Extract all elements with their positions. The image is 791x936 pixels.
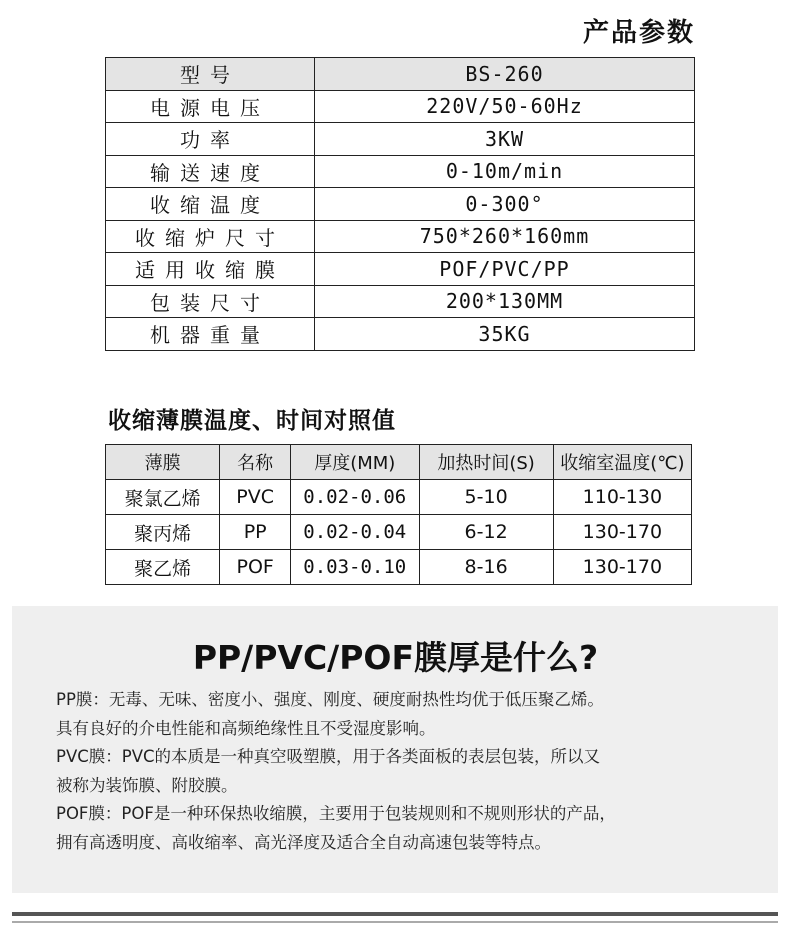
table-row xyxy=(106,58,695,91)
column-header: 加热时间(S) xyxy=(419,445,553,480)
spec-value: 0-300° xyxy=(315,188,695,221)
table-cell: PVC xyxy=(220,480,291,515)
spec-value: 200*130MM xyxy=(315,285,695,318)
table-cell: 聚丙烯 xyxy=(106,515,220,550)
description-line: 被称为装饰膜、附胶膜。 xyxy=(56,775,238,795)
spec-table xyxy=(105,57,695,351)
spec-value: 3KW xyxy=(315,123,695,156)
footer-divider xyxy=(12,912,778,916)
spec-key: 包装尺寸 xyxy=(106,285,315,318)
temp-table-title: 收缩薄膜温度、时间对照值 xyxy=(108,408,396,434)
table-row xyxy=(106,318,695,351)
spec-key: 机器重量 xyxy=(106,318,315,351)
table-cell: 110-130 xyxy=(553,480,691,515)
spec-key: 型号 xyxy=(106,58,315,91)
spec-key: 收缩炉尺寸 xyxy=(106,220,315,253)
table-cell: 130-170 xyxy=(553,515,691,550)
column-header: 收缩室温度(℃) xyxy=(553,445,691,480)
column-header: 薄膜 xyxy=(106,445,220,480)
table-row xyxy=(106,253,695,286)
table-row xyxy=(106,220,695,253)
description-line: PP膜：无毒、无味、密度小、强度、刚度、硬度耐热性均优于低压聚乙烯。 xyxy=(56,690,604,709)
film-info-title: PP/PVC/POF膜厚是什么? xyxy=(192,638,599,677)
footer-divider xyxy=(12,921,778,923)
table-cell: POF xyxy=(220,550,291,585)
table-row xyxy=(106,285,695,318)
table-row xyxy=(106,90,695,123)
table-cell: 0.03-0.10 xyxy=(291,550,419,585)
spec-key: 功率 xyxy=(106,123,315,156)
table-cell: 5-10 xyxy=(419,480,553,515)
table-row xyxy=(106,480,692,515)
column-header: 厚度(MM) xyxy=(291,445,419,480)
spec-value: 35KG xyxy=(315,318,695,351)
description-line: 拥有高透明度、高收缩率、高光泽度及适合全自动高速包装等特点。 xyxy=(56,832,551,852)
table-row xyxy=(106,550,692,585)
spec-value: 0-10m/min xyxy=(315,155,695,188)
table-cell: 130-170 xyxy=(553,550,691,585)
table-cell: 聚乙烯 xyxy=(106,550,220,585)
table-cell: 0.02-0.04 xyxy=(291,515,419,550)
description-line: PVC膜：PVC的本质是一种真空吸塑膜，用于各类面板的表层包装，所以又 xyxy=(56,747,601,766)
film-description xyxy=(56,686,746,857)
table-row xyxy=(106,123,695,156)
spec-value: POF/PVC/PP xyxy=(315,253,695,286)
spec-value: 750*260*160mm xyxy=(315,220,695,253)
column-header: 名称 xyxy=(220,445,291,480)
spec-key: 收缩温度 xyxy=(106,188,315,221)
description-line: POF膜：POF是一种环保热收缩膜，主要用于包装规则和不规则形状的产品， xyxy=(56,804,616,823)
table-row xyxy=(106,515,692,550)
table-cell: 0.02-0.06 xyxy=(291,480,419,515)
table-cell: PP xyxy=(220,515,291,550)
table-header-row xyxy=(106,445,692,480)
spec-key: 电源电压 xyxy=(106,90,315,123)
spec-key: 输送速度 xyxy=(106,155,315,188)
spec-value: BS-260 xyxy=(315,58,695,91)
table-cell: 聚氯乙烯 xyxy=(106,480,220,515)
table-cell: 8-16 xyxy=(419,550,553,585)
spec-key: 适用收缩膜 xyxy=(106,253,315,286)
description-line: 具有良好的介电性能和高频绝缘性且不受湿度影响。 xyxy=(56,718,436,738)
table-cell: 6-12 xyxy=(419,515,553,550)
temp-table xyxy=(105,444,692,585)
product-params-title: 产品参数 xyxy=(583,18,696,48)
table-row xyxy=(106,188,695,221)
table-row xyxy=(106,155,695,188)
spec-value: 220V/50-60Hz xyxy=(315,90,695,123)
